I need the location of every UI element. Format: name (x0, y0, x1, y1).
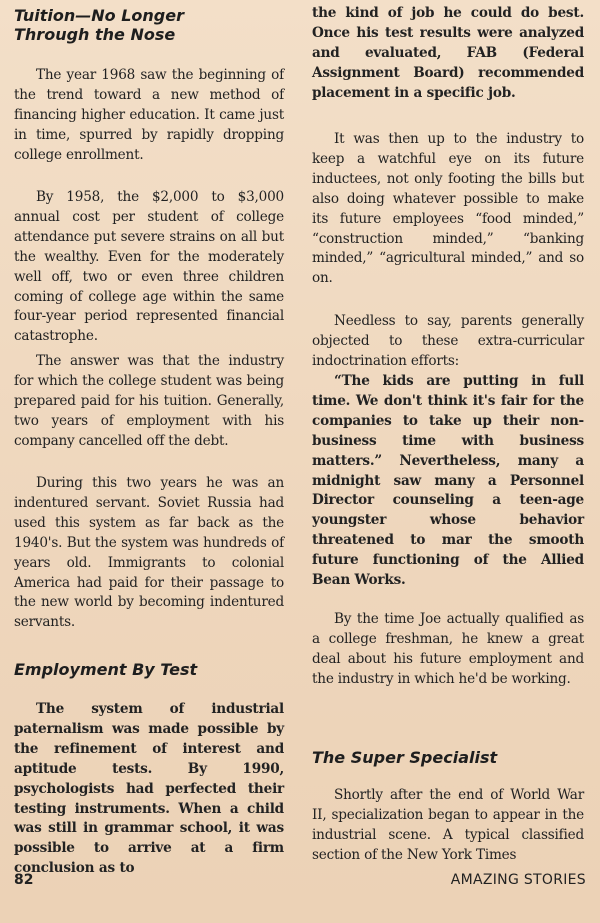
quote-paragraph: “The kids are putting in full time. We don't think it's fair for the companies to take up their non-business time with business matters.” Nevertheless, many a midnight saw many a Personnel Director counseling a teen-age youngster whose behavior threatened to mar the smooth future functioning of the Allied Bean Works. (312, 373, 584, 589)
paragraph: The answer was that the industry for which the college student was being prepared paid for his tuition. Generally, two years of employment with his company cancelled off the debt. (14, 353, 284, 449)
magazine-name: AMAZING STORIES (450, 872, 586, 888)
paragraph: Needless to say, parents generally objected to these extra-curricular indoctrination efforts: (312, 313, 584, 369)
paragraph: By 1958, the $2,000 to $3,000 annual cost per student of college attendance put severe strains on all but the wealthy. Even for the moderately well off, two or even three children coming of college age within the same four-year period represented financial catastrophe. (14, 189, 284, 345)
paragraph: By the time Joe actually qualified as a college freshman, he knew a great deal about his future employment and the industry in which he'd be working. (312, 611, 584, 687)
paragraph: The year 1968 saw the beginning of the trend toward a new method of financing higher education. It came just in time, spurred by rapidly dropping college enrollment. (14, 67, 284, 163)
heading-super-specialist: The Super Specialist (312, 748, 498, 767)
heading-tuition: Tuition—No Longer Through the Nose (14, 6, 184, 44)
paragraph: the kind of job he could do best. Once his test results were analyzed and evaluated, FAB (Federal Assignment Board) recommended placement in a specific job. (312, 5, 584, 101)
paragraph: Shortly after the end of World War II, specialization began to appear in the industrial scene. A typical classified section of the New York Times (312, 787, 584, 863)
page-footer (0, 872, 600, 892)
paragraph: During this two years he was an indentured servant. Soviet Russia had used this system as far back as the 1940's. But the system was hundreds of years old. Immigrants to colonial America had paid for their passage to the new world by becoming indentured servants. (14, 475, 284, 631)
paragraph: It was then up to the industry to keep a watchful eye on its future inductees, not only footing the bills but also doing whatever possible to make its future employees “food minded,” “construction minded,” “banking minded,” “agricultural minded,” and so on. (312, 131, 584, 287)
heading-employment-by-test: Employment By Test (14, 660, 198, 679)
page-number: 82 (14, 872, 34, 888)
paragraph: The system of industrial paternalism was made possible by the refinement of interest and aptitude tests. By 1990, psychologists had perfected their testing instruments. When a child was still in grammar school, it was possible to arrive at a firm conclusion as to (14, 701, 284, 877)
